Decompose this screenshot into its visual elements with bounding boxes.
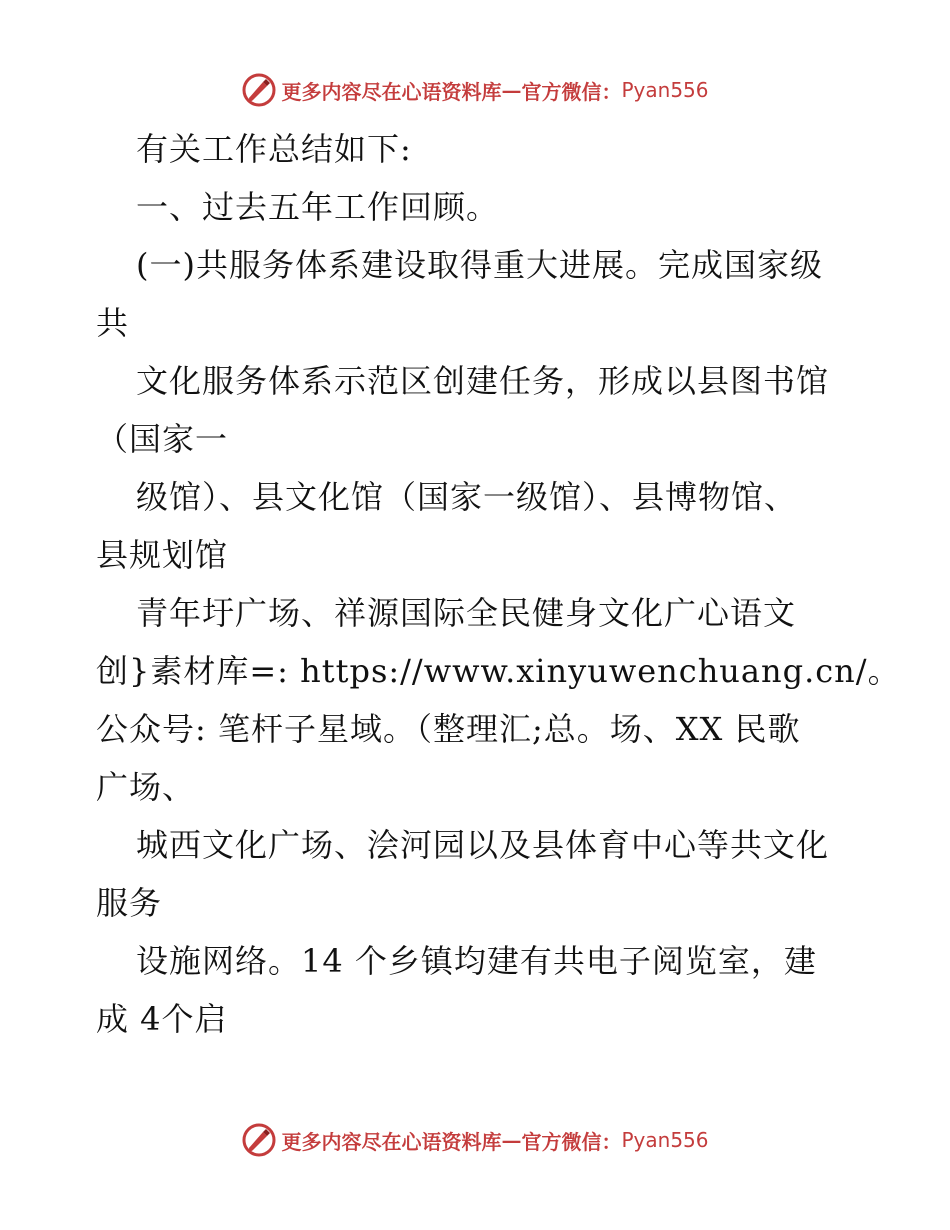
watermark-dash: — xyxy=(501,78,522,102)
watermark-contact-id: Pyan556 xyxy=(621,1128,709,1152)
text-line: 青年圩广场、祥源国际全民健身文化广心语文 xyxy=(136,594,797,632)
header-watermark xyxy=(0,70,950,110)
text-line: 城西文化广场、浍河园以及县体育中心等共文化 xyxy=(136,826,830,864)
watermark-contact-id: Pyan556 xyxy=(621,78,709,102)
text-line: （国家一 xyxy=(96,420,229,458)
text-line: 文化服务体系示范区创建任务，形成以县图书馆 xyxy=(136,362,830,400)
text-line: 县规划馆 xyxy=(96,536,229,574)
watermark-brand: 更多内容尽在心语资料库 xyxy=(281,79,502,104)
text-line: 级馆）、县文化馆（国家一级馆）、县博物馆、 xyxy=(136,478,798,516)
watermark-contact-label: 官方微信： xyxy=(521,1129,622,1154)
watermark-contact-label: 官方微信： xyxy=(521,79,622,104)
document-body xyxy=(96,120,901,1048)
text-line: 一、过去五年工作回顾。 xyxy=(136,188,500,226)
pen-seal-icon xyxy=(241,1122,277,1158)
watermark-brand: 更多内容尽在心语资料库 xyxy=(281,1129,502,1154)
text-line: 服务 xyxy=(96,884,163,922)
text-line: 共 xyxy=(96,304,130,342)
text-line: 成 4个启 xyxy=(96,1000,228,1038)
footer-watermark xyxy=(0,1120,950,1160)
text-line: 创}素材库=: https://www.xinyuwenchuang.cn/。 xyxy=(96,652,901,690)
text-line: 设施网络。14 个乡镇均建有共电子阅览室，建 xyxy=(136,942,817,980)
watermark-dash: — xyxy=(501,1128,522,1152)
text-line: 广场、 xyxy=(96,768,196,806)
text-line: (一)共服务体系建设取得重大进展。完成国家级 xyxy=(136,246,823,284)
text-line: 有关工作总结如下: xyxy=(136,130,412,168)
pen-seal-icon xyxy=(241,72,277,108)
text-line: 公众号: 笔杆子星域。（整理汇;总。场、XX 民歌 xyxy=(96,710,801,748)
